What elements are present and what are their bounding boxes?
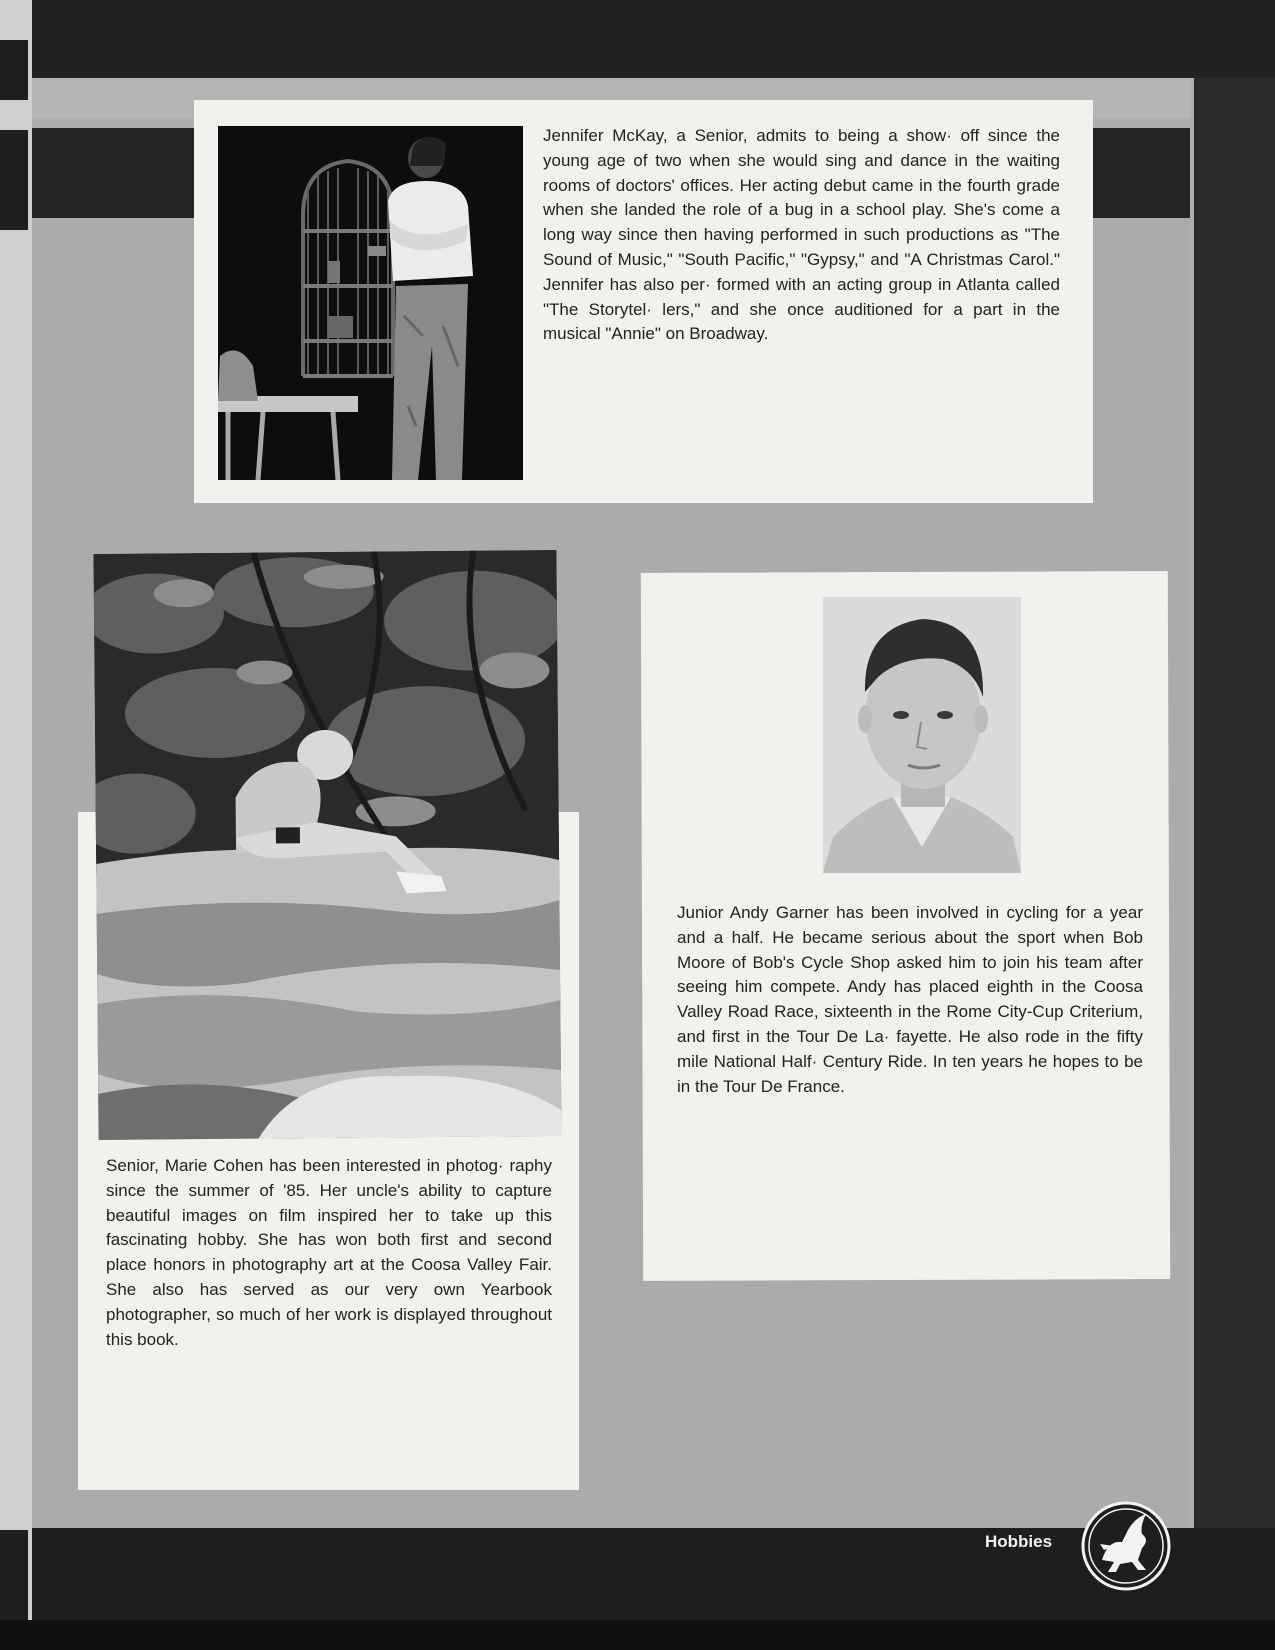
photo-stage-performer <box>218 126 523 480</box>
story-text-andy <box>677 901 1143 1099</box>
story-text-marie <box>106 1154 552 1352</box>
griffin-emblem-icon <box>1080 1500 1172 1592</box>
story-paragraph: Jennifer McKay, a Senior, admits to being a show· off since the young age of two when she would sing and dance in the waiting rooms of doctors' offices. Her acting debut came in the fourth grade when she landed the role of a bug in a school play. She's come a long way since then having performed in such productions as "The Sound of Music," "South Pacific," "Gypsy," and "A Christmas Carol." Jennifer has also per· formed with an acting group in Atlanta called "The Storytel· lers," and she once auditioned for a part in the musical "Annie" on Broadway. <box>543 126 1060 344</box>
story-text-jennifer <box>543 124 1060 347</box>
story-paragraph: Junior Andy Garner has been involved in cycling for a year and a half. He became serious about the sport when Bob Moore of Bob's Cycle Shop asked him to join his team after seeing him compete. Andy has placed eighth in the Coosa Valley Road Race, sixteenth in the Rome City-Cup Criterium, and first in the Tour De La· fayette. He also rode in the fifty mile National Half· Century Ride. In ten years he hopes to be in the Tour De France. <box>677 903 1143 1096</box>
story-paragraph: Senior, Marie Cohen has been interested in photog· raphy since the summer of '85. Her uncle's ability to capture beautiful images on film inspired her to take up this fascinating hobby. She has won both first and second place honors in photography art at the Coosa Valley Fair. She also has served as our very own Yearbook photographer, so much of her work is displayed throughout this book. <box>106 1156 552 1349</box>
bottom-strip <box>0 1620 1275 1650</box>
edge-stripe <box>0 40 28 100</box>
photo-portrait <box>823 597 1021 873</box>
photo-rock-photographer <box>93 550 561 1140</box>
edge-stripe <box>0 130 28 230</box>
edge-stripe <box>0 1530 28 1620</box>
page-edge <box>0 0 32 1650</box>
section-label: Hobbies <box>985 1532 1053 1551</box>
top-dark-bar <box>32 0 1275 78</box>
